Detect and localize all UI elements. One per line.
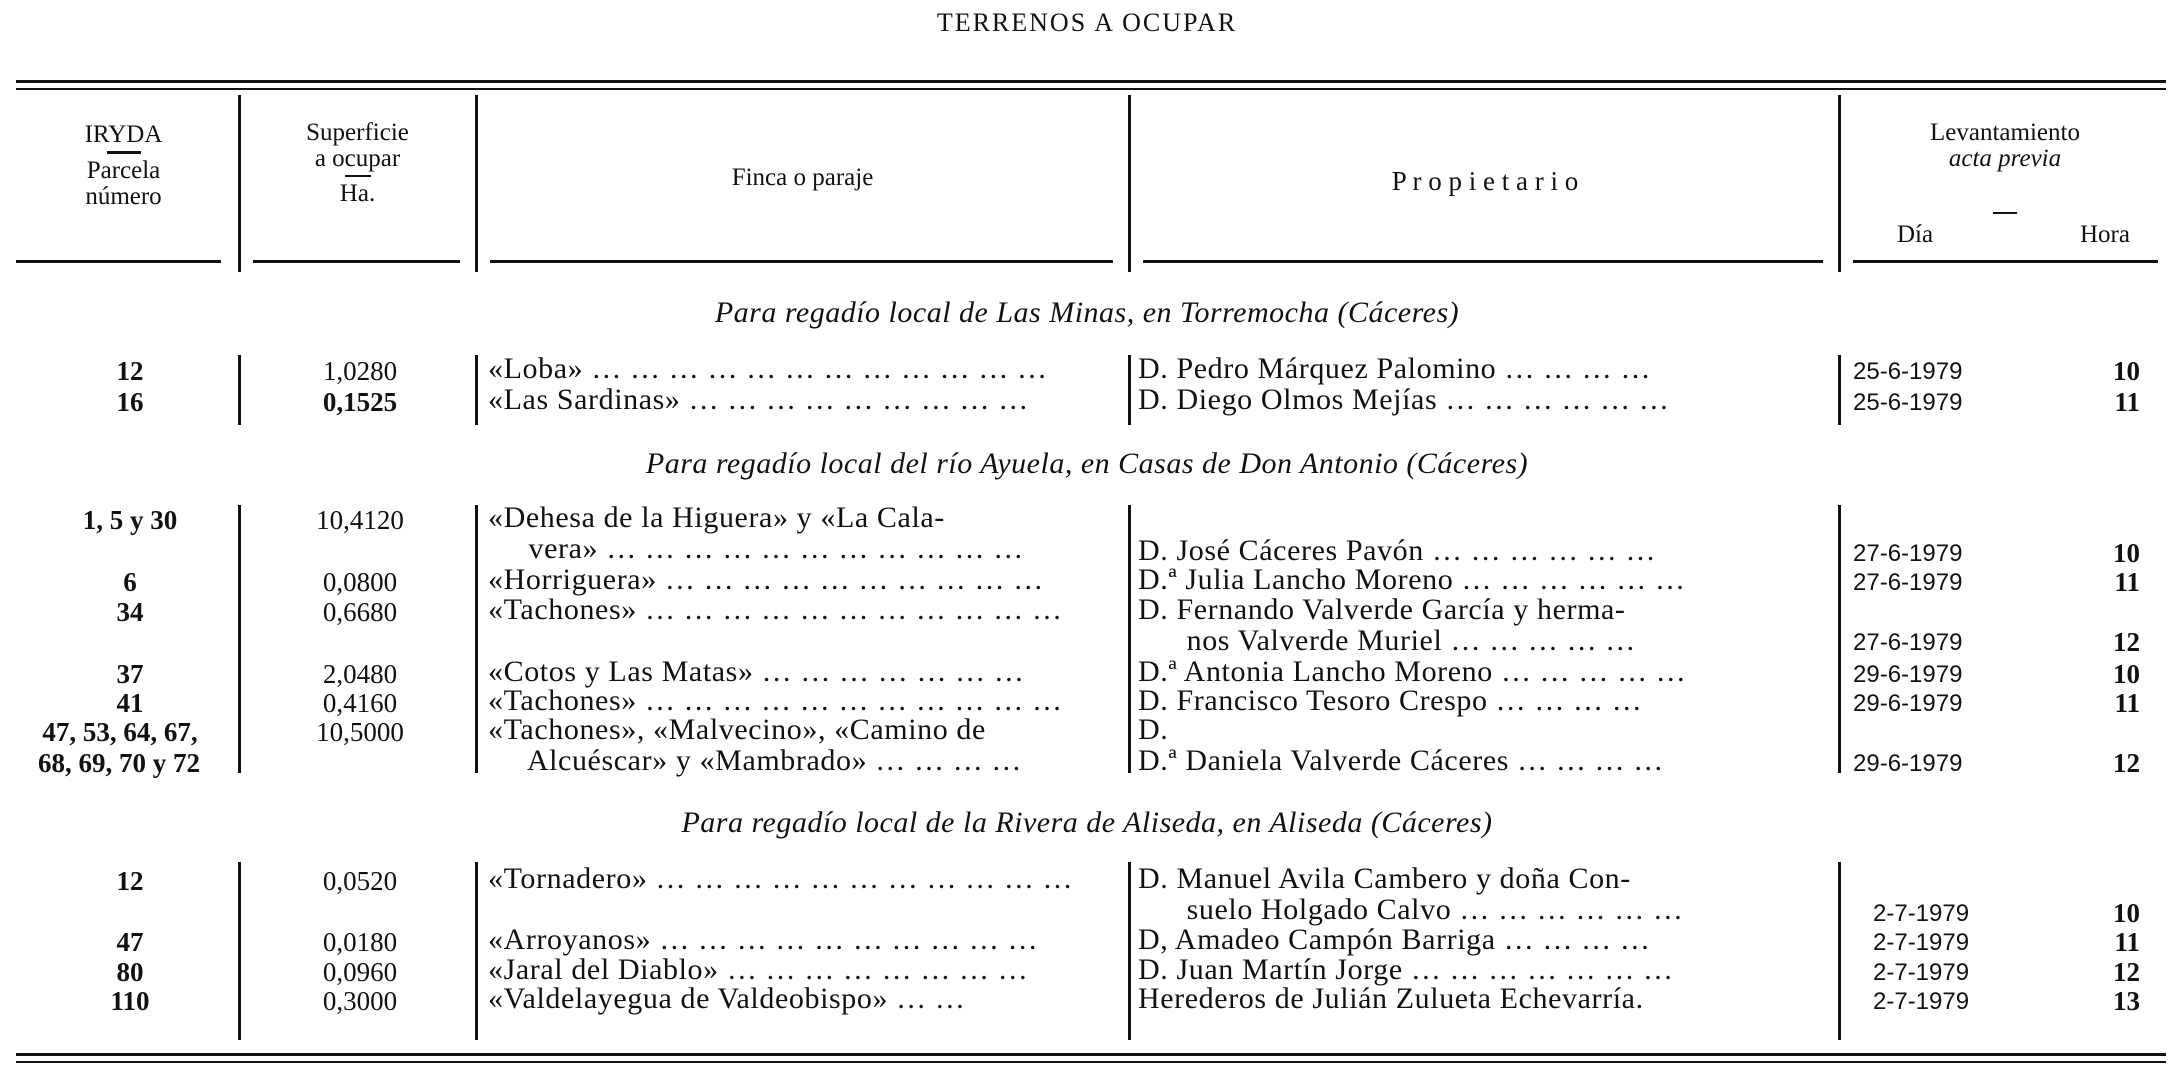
parcela-cell: 110 bbox=[110, 986, 150, 1016]
hora-cell: 10 bbox=[2113, 659, 2140, 689]
superficie-cell: 10,5000 bbox=[316, 717, 404, 747]
hora-cell: 10 bbox=[2113, 898, 2140, 928]
dia-cell: 2-7-1979 bbox=[1873, 959, 1970, 986]
col-sep-4 bbox=[1838, 505, 1841, 773]
finca-cell: «Horriguera» … … … … … … … … … … bbox=[488, 563, 1044, 596]
superficie-cell: 10,4120 bbox=[316, 505, 404, 535]
bottom-rule-thick bbox=[16, 1053, 2166, 1056]
dia-cell: 29-6-1979 bbox=[1853, 661, 1963, 688]
col-sep-1 bbox=[238, 355, 241, 425]
parcela-cell: 16 bbox=[116, 387, 144, 417]
header-dash bbox=[107, 151, 141, 154]
top-rule-thick bbox=[16, 80, 2166, 83]
header-underline-5 bbox=[1853, 260, 2158, 263]
col-sep-4 bbox=[1838, 862, 1841, 1040]
propietario-cell: Herederos de Julián Zulueta Echevarría. bbox=[1138, 982, 1644, 1015]
col-sep-1 bbox=[238, 505, 241, 773]
section-heading: Para regadío local de Las Minas, en Torremocha (Cáceres) bbox=[714, 296, 1460, 329]
header-underline-3 bbox=[490, 260, 1113, 263]
propietario-cell: D, Amadeo Campón Barriga … … … … bbox=[1138, 923, 1651, 956]
col-sep-2 bbox=[475, 505, 478, 773]
hora-cell: 12 bbox=[2113, 627, 2140, 657]
header-iryda bbox=[16, 122, 231, 210]
parcela-cell: 6 bbox=[123, 567, 137, 597]
hora-cell: 12 bbox=[2113, 748, 2140, 778]
propietario-cell: D. Francisco Tesoro Crespo … … … … bbox=[1138, 684, 1643, 717]
header-underline-2 bbox=[253, 260, 460, 263]
hora-cell: 11 bbox=[2114, 688, 2140, 718]
header-iryda-line2: Parcela bbox=[86, 157, 161, 184]
finca-cell: «Tachones» … … … … … … … … … … … bbox=[488, 593, 1063, 626]
superficie-cell: 2,0480 bbox=[322, 659, 398, 689]
hora-cell: 11 bbox=[2114, 927, 2140, 957]
header-lev-line1: Levantamiento bbox=[1930, 119, 2080, 146]
parcela-cell: 37 bbox=[116, 659, 144, 689]
parcela-cell: 12 bbox=[116, 356, 144, 386]
hora-cell: 12 bbox=[2113, 957, 2140, 987]
col-sep-3 bbox=[1128, 505, 1131, 773]
header-col-sep-3 bbox=[1128, 95, 1131, 272]
propietario-cell: D. José Cáceres Pavón … … … … … … bbox=[1138, 534, 1657, 567]
top-rule-thin bbox=[16, 88, 2166, 90]
propietario-cell: D.ª Antonia Lancho Moreno … … … … … bbox=[1138, 655, 1687, 688]
col-sep-3 bbox=[1128, 862, 1131, 1040]
header-lev-line2: acta previa bbox=[1948, 145, 2062, 172]
header-finca: Finca o paraje bbox=[731, 164, 874, 191]
header-dash bbox=[1993, 212, 2017, 214]
finca-cell: «Tornadero» … … … … … … … … … … … bbox=[488, 862, 1074, 895]
header-underline-1 bbox=[16, 260, 221, 263]
bottom-rule-thin bbox=[16, 1061, 2166, 1063]
header-sup-line1: Superficie bbox=[306, 119, 409, 146]
finca-cell: «Jaral del Diablo» … … … … … … … … bbox=[488, 953, 1029, 986]
parcela-cell: 47 bbox=[116, 927, 144, 957]
section-heading: Para regadío local de la Rivera de Aliseda, en Aliseda (Cáceres) bbox=[681, 806, 1493, 839]
hora-cell: 10 bbox=[2113, 538, 2140, 568]
finca-cell-continuation: vera» … … … … … … … … … … … bbox=[488, 532, 1024, 565]
superficie-cell: 0,0960 bbox=[322, 957, 398, 987]
hora-cell: 10 bbox=[2113, 356, 2140, 386]
superficie-cell: 0,6680 bbox=[322, 597, 398, 627]
dia-cell: 25-6-1979 bbox=[1853, 358, 1963, 385]
finca-cell: «Las Sardinas» … … … … … … … … … bbox=[488, 383, 1029, 416]
superficie-cell: 0,0800 bbox=[322, 567, 398, 597]
propietario-cell: D. Manuel Avila Cambero y doña Con- bbox=[1138, 862, 1631, 895]
header-iryda-line1: IRYDA bbox=[84, 121, 163, 148]
section-heading: Para regadío local del río Ayuela, en Casas de Don Antonio (Cáceres) bbox=[645, 447, 1529, 480]
superficie-cell: 1,0280 bbox=[322, 356, 398, 386]
propietario-cell: D. bbox=[1138, 713, 1169, 746]
parcela-cell: 80 bbox=[116, 957, 144, 987]
propietario-cell: D. Juan Martín Jorge … … … … … … … bbox=[1138, 953, 1674, 986]
col-sep-4 bbox=[1838, 355, 1841, 425]
header-sup-line2: a ocupar bbox=[314, 145, 401, 172]
col-sep-1 bbox=[238, 862, 241, 1040]
superficie-cell: 0,1525 bbox=[322, 387, 398, 417]
parcela-cell: 41 bbox=[116, 688, 144, 718]
finca-cell: «Tachones» … … … … … … … … … … … bbox=[488, 684, 1063, 717]
parcela-cell: 47, 53, 64, 67, bbox=[42, 717, 198, 747]
header-dash bbox=[345, 175, 371, 177]
header-propietario: P r o p i e t a r i o bbox=[1391, 166, 1579, 196]
dia-cell: 27-6-1979 bbox=[1853, 540, 1963, 567]
col-sep-2 bbox=[475, 355, 478, 425]
header-levantamiento bbox=[1850, 120, 2160, 172]
superficie-cell: 0,0520 bbox=[322, 866, 398, 896]
dia-cell: 2-7-1979 bbox=[1873, 900, 1970, 927]
finca-cell-continuation: Alcuéscar» y «Mambrado» … … … … bbox=[488, 744, 1023, 777]
header-col-sep-1 bbox=[238, 95, 241, 272]
finca-cell: «Valdelayegua de Valdeobispo» … … bbox=[488, 982, 966, 1015]
header-hora: Hora bbox=[2080, 221, 2130, 248]
finca-cell: «Arroyanos» … … … … … … … … … … bbox=[488, 923, 1039, 956]
header-col-sep-2 bbox=[475, 95, 478, 272]
propietario-cell: D. Fernando Valverde García y herma- bbox=[1138, 593, 1626, 626]
hora-cell: 13 bbox=[2113, 986, 2140, 1016]
parcela-cell: 1, 5 y 30 bbox=[82, 505, 178, 535]
header-sup-line3: Ha. bbox=[339, 180, 376, 207]
parcela-cell: 34 bbox=[116, 597, 144, 627]
header-underline-4 bbox=[1143, 260, 1823, 263]
propietario-cell: D.ª Julia Lancho Moreno … … … … … … bbox=[1138, 563, 1686, 596]
propietario-cell: D. Diego Olmos Mejías … … … … … … bbox=[1138, 383, 1670, 416]
dia-cell: 25-6-1979 bbox=[1853, 389, 1963, 416]
dia-cell: 27-6-1979 bbox=[1853, 569, 1963, 596]
header-superficie bbox=[245, 120, 470, 207]
page-title: TERRENOS A OCUPAR bbox=[936, 8, 1238, 37]
finca-cell: «Tachones», «Malvecino», «Camino de bbox=[488, 713, 986, 746]
propietario-cell: D. Pedro Márquez Palomino … … … … bbox=[1138, 352, 1652, 385]
dia-cell: 2-7-1979 bbox=[1873, 988, 1970, 1015]
finca-cell: «Dehesa de la Higuera» y «La Cala- bbox=[488, 501, 945, 534]
hora-cell: 11 bbox=[2114, 387, 2140, 417]
hora-cell: 11 bbox=[2114, 567, 2140, 597]
superficie-cell: 0,0180 bbox=[322, 927, 398, 957]
header-dia: Día bbox=[1896, 221, 1934, 248]
header-iryda-line3: número bbox=[85, 183, 162, 210]
finca-cell: «Cotos y Las Matas» … … … … … … … bbox=[488, 655, 1025, 688]
parcela-cell-continuation: 68, 69, 70 y 72 bbox=[38, 748, 200, 778]
finca-cell: «Loba» … … … … … … … … … … … … bbox=[488, 352, 1048, 385]
propietario-cell-continuation: D.ª Daniela Valverde Cáceres … … … … bbox=[1138, 744, 1664, 777]
col-sep-2 bbox=[475, 862, 478, 1040]
dia-cell: 29-6-1979 bbox=[1853, 690, 1963, 717]
dia-cell: 2-7-1979 bbox=[1873, 929, 1970, 956]
dia-cell: 27-6-1979 bbox=[1853, 629, 1963, 656]
header-col-sep-4 bbox=[1838, 95, 1841, 272]
propietario-cell-continuation: nos Valverde Muriel … … … … … bbox=[1138, 624, 1636, 657]
propietario-cell-continuation: suelo Holgado Calvo … … … … … … bbox=[1138, 893, 1684, 926]
superficie-cell: 0,3000 bbox=[322, 986, 398, 1016]
superficie-cell: 0,4160 bbox=[322, 688, 398, 718]
dia-cell: 29-6-1979 bbox=[1853, 750, 1963, 777]
col-sep-3 bbox=[1128, 355, 1131, 425]
parcela-cell: 12 bbox=[116, 866, 144, 896]
